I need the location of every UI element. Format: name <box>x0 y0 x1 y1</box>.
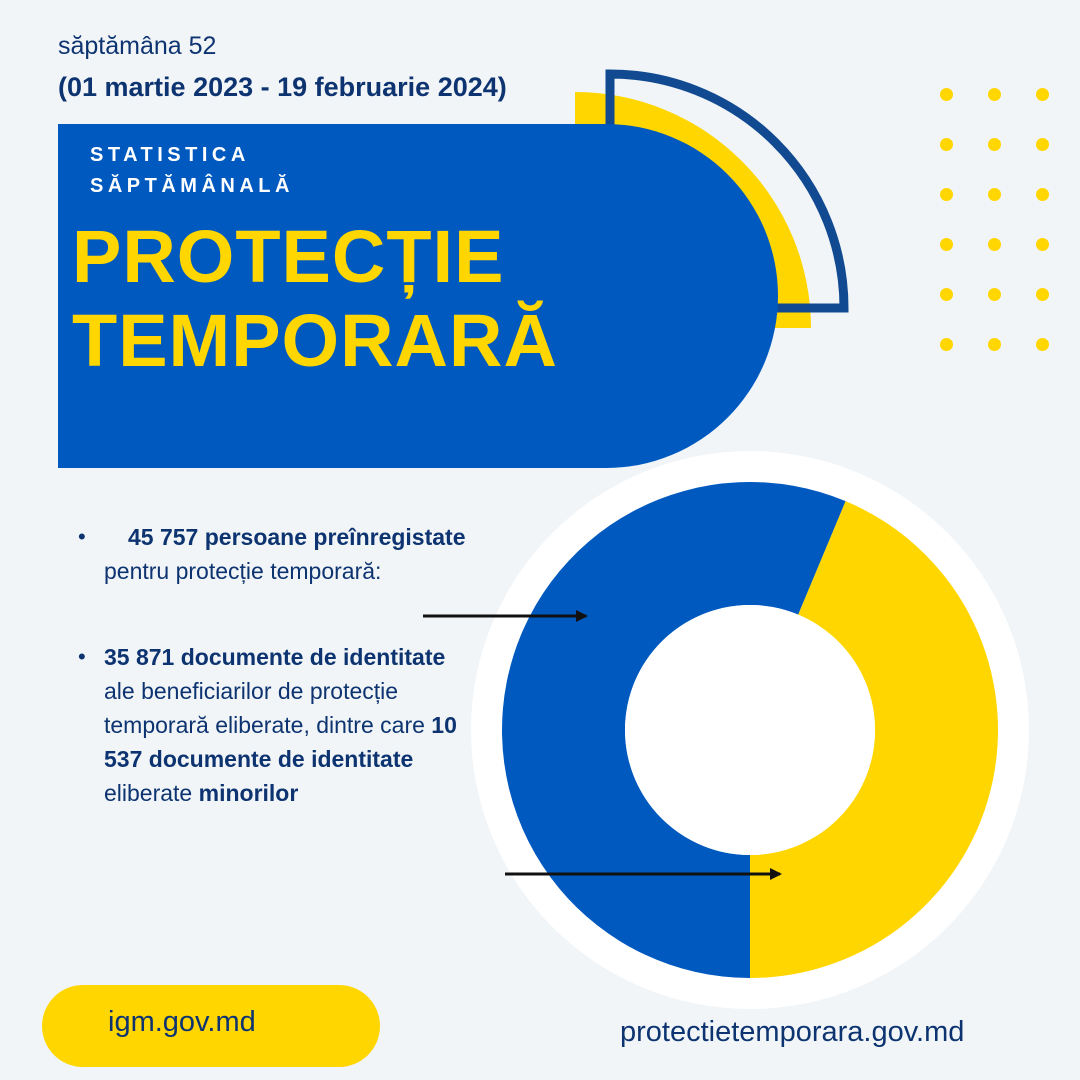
decorative-dot <box>988 288 1001 301</box>
decorative-dot <box>988 88 1001 101</box>
stats-list <box>78 520 478 862</box>
page-title <box>72 215 558 383</box>
decorative-dot <box>1036 88 1049 101</box>
list-item <box>78 520 478 588</box>
donut-hole <box>625 605 875 855</box>
decorative-dot <box>1036 338 1049 351</box>
preregistered-text: pentru protecție temporară: <box>104 558 382 584</box>
decorative-dot <box>940 238 953 251</box>
decorative-dot <box>1036 238 1049 251</box>
period-label: (01 martie 2023 - 19 februarie 2024) <box>58 72 507 102</box>
decorative-dot <box>988 338 1001 351</box>
minors-text: eliberate <box>104 780 199 806</box>
minors-documents-count: 10 537 documente de identitate <box>104 712 457 772</box>
igm-link[interactable]: igm.gov.md <box>108 1006 256 1038</box>
week-label: săptămâna 52 <box>58 32 217 60</box>
dot-grid-decoration <box>940 88 1050 358</box>
minors-label: minorilor <box>198 780 299 806</box>
banner-kicker <box>90 140 294 202</box>
decorative-dot <box>1036 188 1049 201</box>
title-line-1: PROTECȚIE <box>72 215 505 298</box>
decorative-dot <box>940 138 953 151</box>
kicker-line-2: SĂPTĂMÂNALĂ <box>90 175 294 197</box>
decorative-dot <box>940 88 953 101</box>
preregistered-count: 45 757 persoane preînregistate <box>128 524 466 550</box>
list-item <box>78 640 478 810</box>
decorative-dot <box>940 188 953 201</box>
documents-count: 35 871 documente de identitate <box>104 644 446 670</box>
kicker-line-1: STATISTICA <box>90 144 250 166</box>
decorative-dot <box>940 288 953 301</box>
decorative-dot <box>988 238 1001 251</box>
documents-text: ale beneficiarilor de protecție temporară eliberate, dintre care <box>104 678 432 738</box>
protection-site-link[interactable]: protectietemporara.gov.md <box>620 1016 965 1048</box>
title-line-2: TEMPORARĂ <box>72 299 558 382</box>
donut-chart <box>470 450 1030 1010</box>
decorative-dot <box>1036 138 1049 151</box>
decorative-dot <box>988 138 1001 151</box>
decorative-dot <box>1036 288 1049 301</box>
decorative-dot <box>988 188 1001 201</box>
decorative-dot <box>940 338 953 351</box>
